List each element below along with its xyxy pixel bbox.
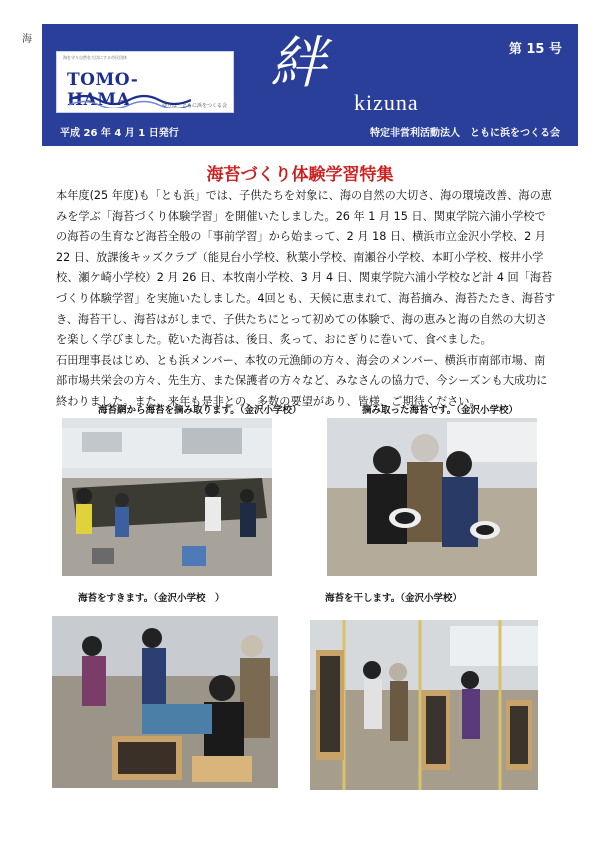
photo-net-harvest — [62, 418, 272, 576]
article-paragraph: 石田理事長はじめ、とも浜メンバー、本牧の元漁師の方々、海会のメンバー、横浜市南部市場、南部市場共栄会の方々、先生方、また保護者の方々など、みなさんの協力で、今シーズンも大成功に終わりました。また、来年も是非との、多数の要望があり、皆様、ご期待ください。 — [56, 353, 548, 408]
logo-subtitle: ゆりぱ ともに浜をつくる会 — [161, 103, 227, 109]
logo-text: TOMO-HAMA — [67, 70, 139, 110]
newsletter-title-kanji: 絆 — [270, 31, 326, 96]
photo-caption: 海苔をすきます。（金沢小学校 ） — [78, 593, 225, 604]
tomo-hama-logo — [56, 51, 234, 113]
publication-date: 平成 26 年 4 月 1 日発行 — [60, 128, 179, 139]
article-headline: 海苔づくり体験学習特集 — [206, 165, 394, 185]
logo-mark — [67, 68, 187, 110]
photo-caption: 海苔網から海苔を摘み取ります。（金沢小学校） — [98, 405, 302, 416]
organization-name: 特定非営利活動法人 ともに浜をつくる会 — [370, 128, 560, 139]
article-body — [56, 186, 556, 413]
photo-harvested-nori — [327, 418, 537, 576]
issue-number: 第 15 号 — [508, 42, 562, 57]
article-paragraph: 本年度(25 年度)も「とも浜」では、子供たちを対象に、海の自然の大切さ、海の環境改善、海の恵みを学ぶ「海苔づくり体験学習」を開催いたしました。26 年 1 月 15 日、関東学院六浦小学校での海苔の生育など海苔全般の「事前学習」から始まって、2 月 18 日、横浜市立金沢小学校、2 月 22 日、放課後キッズクラブ（能見台小学校、秋葉小学校、南瀬谷小学校、本町小学校、桜井小学校、瀬ケ崎小学校）2 月 26 日、本牧南小学校、3 月 4 日、関東学院六浦小学校など計 4 回「海苔づくり体験学習」を実施いたしました。4回とも、天候に恵まれて、海苔摘み、海苔たたき、海苔すき、海苔干し、海苔はがしまで、子供たちにとって初めての体験で、海の恵みと海の自然の大切さを楽しく学びました。乾いた海苔は、後日、炙って、おにぎりに巻いて、食べました。 — [56, 189, 556, 347]
logo-tagline: 海を守り自然を大切にする市民団体 — [63, 55, 127, 60]
newsletter-title-roman: kizuna — [354, 90, 419, 115]
photo-caption: 摘み取った海苔です。（金沢小学校） — [362, 405, 518, 416]
newsletter-header — [42, 24, 578, 146]
corner-mark: 海 — [22, 34, 32, 45]
photo-caption: 海苔を干します。（金沢小学校） — [325, 593, 462, 604]
photo-making-nori — [52, 616, 278, 788]
photo-drying-nori — [310, 620, 538, 790]
